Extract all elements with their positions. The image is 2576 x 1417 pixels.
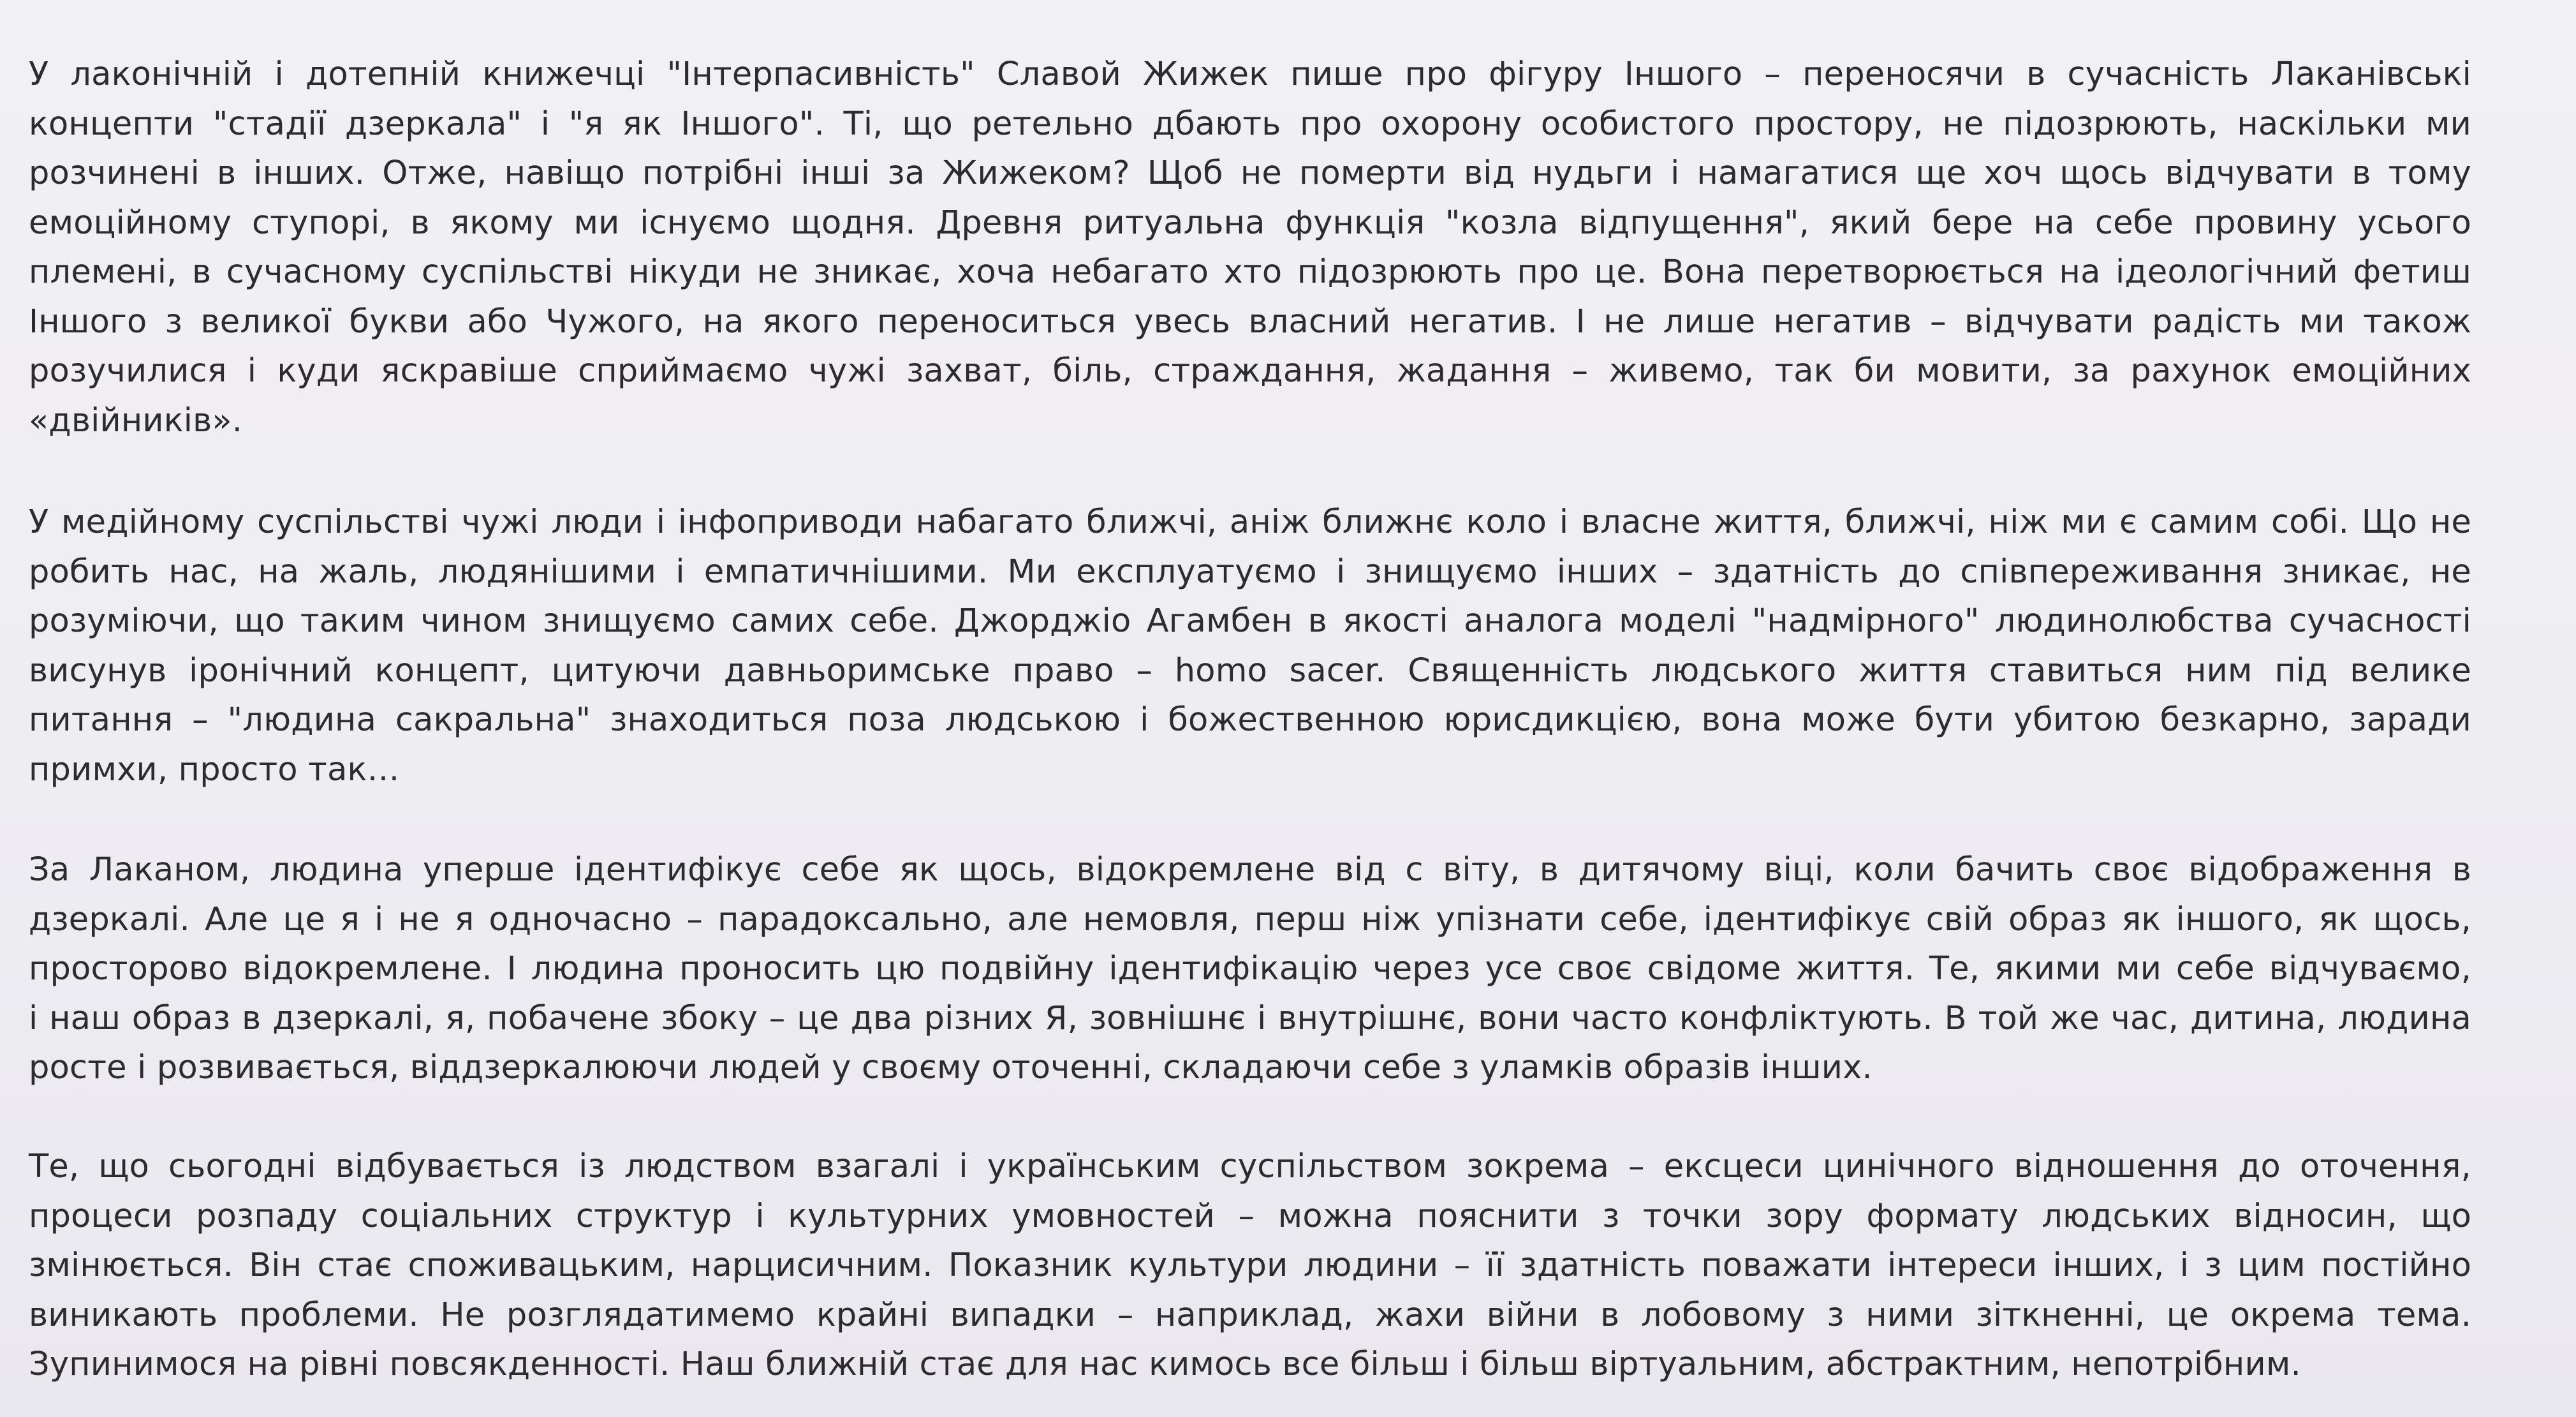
text-line: росте і розвивається, віддзеркалюючи людей у своєму оточенні, складаючи себе з уламків образів інших. <box>29 1049 1873 1087</box>
text-line: племені, в сучасному суспільстві нікуди не зникає, хоча небагато хто підозрюють про це. Вона перетворюється на ідеологічний фетиш <box>29 253 2471 291</box>
text-line: виникають проблеми. Не розглядатимемо крайні випадки – наприклад, жахи війни в лобовому з ними зіткненні, це окрема тема. <box>29 1296 2471 1334</box>
text-line: розчинені в інших. Отже, навіщо потрібні інші за Жижеком? Щоб не померти від нудьги і намагатися ще хоч щось відчувати в тому <box>29 154 2471 192</box>
text-line: емоційному ступорі, в якому ми існуємо щодня. Древня ритуальна функція "козла відпущення", який бере на себе провину усього <box>29 204 2471 242</box>
text-line: змінюється. Він стає споживацьким, нарцисичним. Показник культури людини – її здатність поважати інтереси інших, і з цим постійно <box>29 1247 2471 1284</box>
paragraph-3 <box>29 845 2471 1093</box>
text-line: За Лаканом, людина уперше ідентифікує себе як щось, відокремлене від с віту, в дитячому віці, коли бачить своє відображення в <box>29 851 2471 889</box>
text-line: Іншого з великої букви або Чужого, на якого переноситься увесь власний негатив. І не лише негатив – відчувати радість ми також <box>29 302 2471 341</box>
paragraph-1 <box>29 50 2471 445</box>
text-line: У медійному суспільстві чужі люди і інфоприводи набагато ближчі, аніж ближнє коло і власне життя, ближчі, ніж ми є самим собі. Що не <box>29 503 2471 541</box>
text-line: робить нас, на жаль, людянішими і емпатичнішими. Ми експлуатуємо і знищуємо інших – здатність до співпереживання зникає, не <box>29 553 2471 591</box>
text-line: розучилися і куди яскравіше сприймаємо чужі захват, біль, страждання, жадання – живемо, так би мовити, за рахунок емоційних <box>29 352 2471 390</box>
text-line: розуміючи, що таким чином знищуємо самих себе. Джорджіо Агамбен в якості аналога моделі "надмірного" людинолюбства сучасності <box>29 602 2471 640</box>
text-line: Зупинимося на рівні повсякденності. Наш ближній стає для нас кимось все більш і більш віртуальним, абстрактним, непотрібним. <box>29 1346 2301 1383</box>
text-line: процеси розпаду соціальних структур і культурних умовностей – можна пояснити з точки зору формату людських відносин, що <box>29 1197 2471 1235</box>
text-line: примхи, просто так… <box>29 750 400 789</box>
text-line: висунув іронічний концепт, цитуючи давньоримське право – homo sacer. Священність людського життя ставиться ним під велике <box>29 651 2471 690</box>
text-line: просторово відокремлене. І людина проносить цю подвійну ідентифікацію через усе своє свідоме життя. Те, якими ми себе відчуваємо, <box>29 950 2471 988</box>
text-line: Те, що сьогодні відбувається із людством взагалі і українським суспільством зокрема – ексцеси цинічного відношення до оточення, <box>29 1148 2471 1185</box>
text-line: дзеркалі. Але це я і не я одночасно – парадоксально, але немовля, перш ніж упізнати себе, ідентифікує свій образ як іншого, як щось, <box>29 900 2471 938</box>
text-line: концепти "стадії дзеркала" і "я як Іншого". Ті, що ретельно дбають про охорону особистого простору, не підозрюють, наскільки ми <box>29 105 2471 143</box>
text-line: «двійників». <box>29 401 243 440</box>
paragraph-2 <box>29 498 2471 794</box>
text-line: питання – "людина сакральна" знаходиться поза людською і божественною юрисдикцією, вона може бути убитою безкарно, заради <box>29 701 2471 739</box>
paragraph-4 <box>29 1142 2471 1390</box>
text-line: і наш образ в дзеркалі, я, побачене збоку – це два різних Я, зовнішнє і внутрішнє, вони часто конфліктують. В той же час, дитина, людина <box>29 999 2471 1037</box>
text-line: У лаконічній і дотепній книжечці "Інтерпасивність" Славой Жижек пише про фігуру Іншого – переносячи в сучасність Лаканівські <box>29 56 2471 93</box>
